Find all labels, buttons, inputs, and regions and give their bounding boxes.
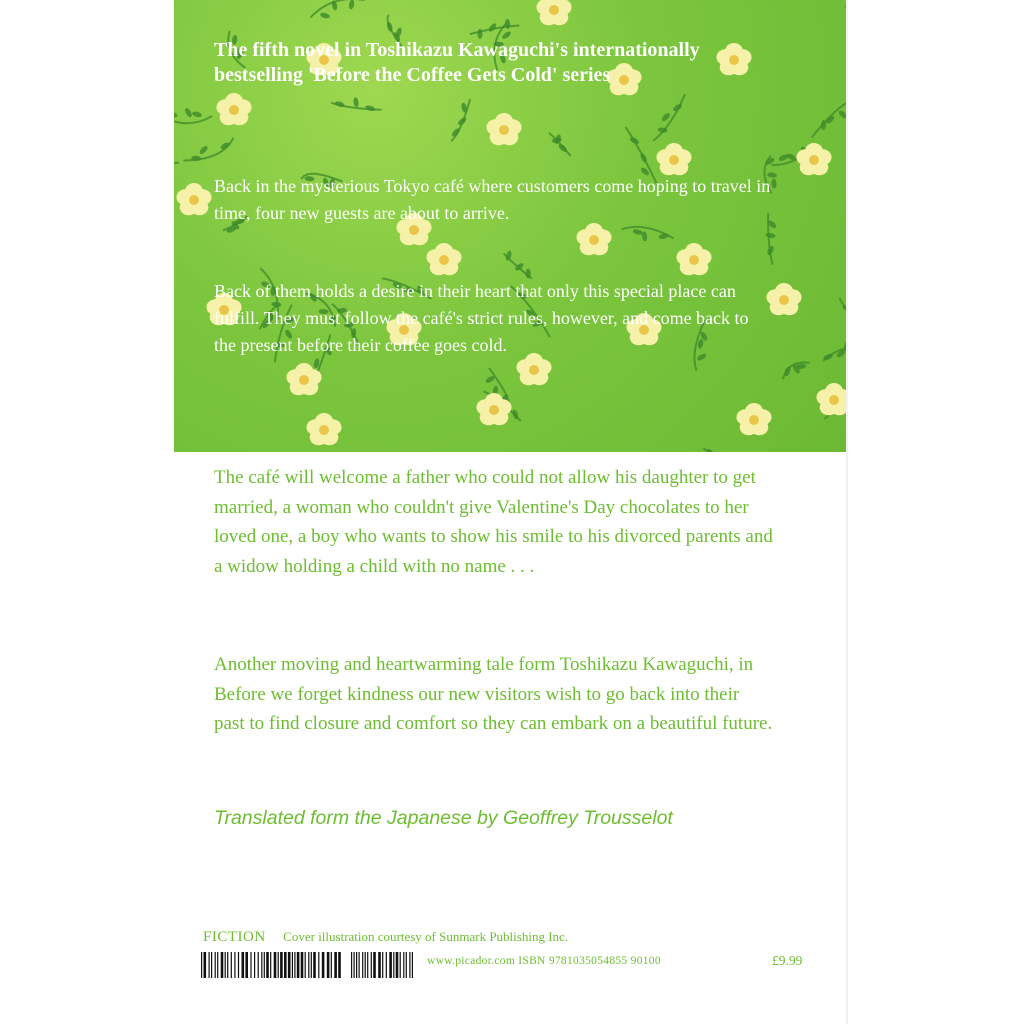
flower-icon xyxy=(816,383,846,415)
barcode-bar xyxy=(373,952,376,978)
flower-icon xyxy=(306,413,341,445)
flower-illustration-panel xyxy=(174,0,846,452)
flower-icon xyxy=(676,243,711,275)
barcode-bar xyxy=(217,952,218,978)
barcode-bar xyxy=(371,952,372,978)
barcode-bar xyxy=(403,952,404,978)
barcode-bar xyxy=(409,952,410,978)
barcode-bar xyxy=(261,952,262,978)
barcode-bar xyxy=(288,952,291,978)
price-label: £9.99 xyxy=(772,953,803,968)
barcode-bar xyxy=(396,952,399,978)
barcode-bar xyxy=(274,952,277,978)
barcode-bar xyxy=(365,952,366,978)
barcode-bar xyxy=(294,952,295,978)
barcode-bar xyxy=(292,952,293,978)
barcode-bar xyxy=(242,952,245,978)
barcode-bar xyxy=(331,952,332,978)
barcode-bar xyxy=(245,952,248,978)
barcode-bar xyxy=(351,952,352,978)
blurb-paragraph-2: Back of them holds a desire in their heart that only this special place can fulfill. They must follow the café's strict rules, however, and come back to the present before their coffee goes cold. xyxy=(214,281,749,355)
flower-icon xyxy=(176,183,211,215)
barcode-bar xyxy=(389,952,392,978)
barcode-bar xyxy=(382,952,383,978)
barcode-bar xyxy=(412,952,413,978)
flower-icon xyxy=(486,113,521,145)
barcode-bar xyxy=(378,952,381,978)
barcode-bar xyxy=(356,952,357,978)
blurb-paragraph-1: Back in the mysterious Tokyo café where customers come hoping to travel in time, four new guests are about to arrive. xyxy=(214,176,771,223)
barcode-bar xyxy=(204,952,207,978)
barcode-bar xyxy=(406,952,407,978)
barcode-bar xyxy=(386,952,387,978)
barcode-bar xyxy=(284,952,287,978)
flower-icon xyxy=(576,223,611,255)
footer-credits xyxy=(203,929,568,946)
cover-edge xyxy=(846,0,848,1024)
barcode-bar xyxy=(280,952,283,978)
barcode-bar xyxy=(327,952,330,978)
barcode-bar xyxy=(301,952,304,978)
barcode-bar xyxy=(211,952,212,978)
barcode-bar xyxy=(311,952,312,978)
genre-label: FICTION xyxy=(203,929,266,945)
barcode-icon xyxy=(201,952,416,978)
barcode-bar xyxy=(250,952,251,978)
barcode-bar xyxy=(318,952,319,978)
barcode-bar xyxy=(270,952,271,978)
tagline: The fifth novel in Toshikazu Kawaguchi's internationally bestselling 'Before the Coffee Gets Cold' series xyxy=(214,39,700,86)
flower-icon xyxy=(426,243,461,275)
barcode-bar xyxy=(359,952,360,978)
flower-icon xyxy=(656,143,691,175)
barcode-bar xyxy=(266,952,269,978)
barcode-bar xyxy=(238,952,239,978)
barcode-bar xyxy=(367,952,368,978)
flower-icon xyxy=(736,403,771,435)
book-back-cover xyxy=(174,0,846,1024)
barcode-bar xyxy=(231,952,232,978)
barcode-bar xyxy=(338,952,341,978)
barcode-bar xyxy=(393,952,394,978)
website-isbn: www.picador.com ISBN 9781035054855 90100 xyxy=(427,955,661,967)
translator-credit: Translated form the Japanese by Geoffrey Trousselot xyxy=(214,807,673,829)
barcode-bar xyxy=(201,952,202,978)
barcode-bar xyxy=(254,952,255,978)
barcode-bar xyxy=(225,952,226,978)
body-paragraph-1: The café will welcome a father who could not allow his daughter to get married, a woman who couldn't give Valentine's Day chocolates to her loved one, a boy who wants to show his smile to his divorced parents and a widow holding a child with no name . . . xyxy=(214,467,773,577)
barcode-bar xyxy=(334,952,337,978)
barcode-bar xyxy=(354,952,355,978)
barcode-bar xyxy=(234,952,235,978)
barcode-bar xyxy=(322,952,325,978)
flower-icon xyxy=(216,93,251,125)
cover-illustration-credit: Cover illustration courtesy of Sunmark Publishing Inc. xyxy=(283,929,569,944)
body-paragraph-2: Another moving and heartwarming tale form Toshikazu Kawaguchi, in Before we forget kindness our new visitors wish to go back into their past to find closure and comfort so they can embark on a beautiful future. xyxy=(214,654,773,734)
barcode-bar xyxy=(305,952,306,978)
barcode-bar xyxy=(258,952,259,978)
barcode-bar xyxy=(308,952,309,978)
barcode-bar xyxy=(264,952,265,978)
barcode-bar xyxy=(313,952,316,978)
barcode-bar xyxy=(362,952,363,978)
barcode-bar xyxy=(227,952,228,978)
barcode-bar xyxy=(221,952,224,978)
barcode-bar xyxy=(215,952,216,978)
flower-icon xyxy=(536,0,571,25)
barcode-bar xyxy=(400,952,401,978)
barcode-bar xyxy=(278,952,279,978)
barcode-bar xyxy=(297,952,300,978)
barcode-bar xyxy=(209,952,210,978)
